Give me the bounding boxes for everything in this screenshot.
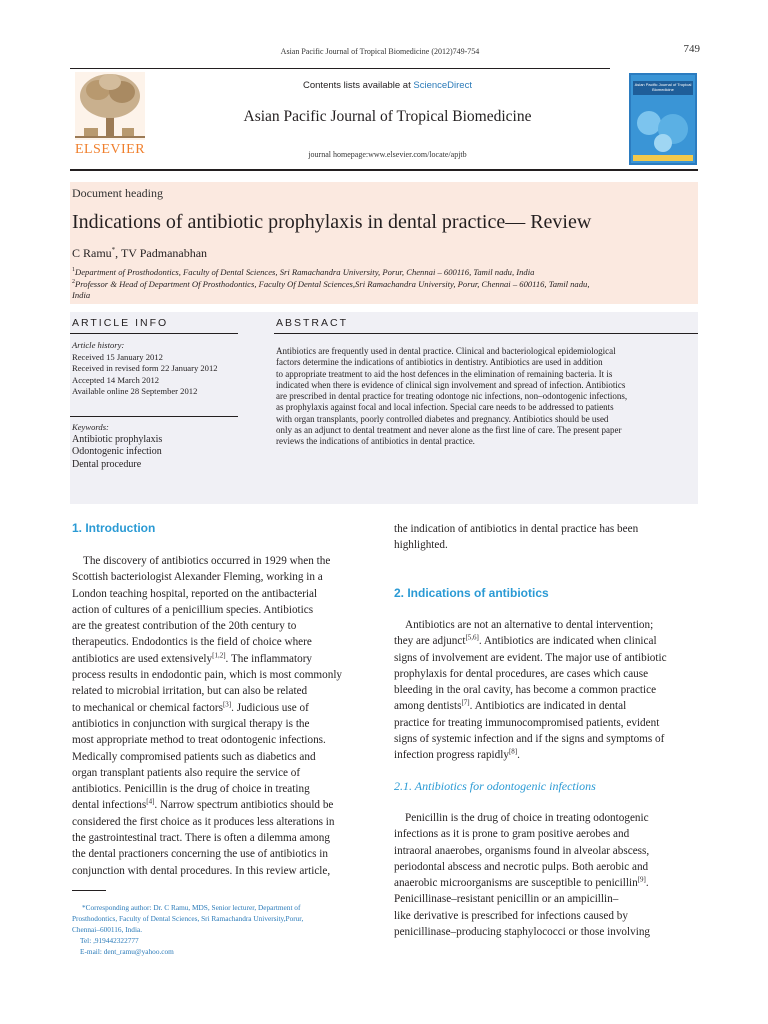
- affiliation-2-number: 2: [72, 279, 75, 285]
- keyword-item: Dental procedure: [72, 458, 142, 470]
- affiliation-2: [72, 277, 698, 301]
- abstract-line: reviews the indications of antibiotics in dental practice.: [276, 436, 475, 447]
- article-info-rule: [70, 333, 238, 334]
- body-line: infections as it is prone to gram positive aerobes and: [394, 828, 630, 841]
- body-line: [394, 698, 697, 714]
- history-label: Article history:: [72, 340, 125, 350]
- body-text: dental infections: [72, 799, 147, 812]
- footnote-line: Tel: ,919442322777: [80, 936, 139, 945]
- section-2-heading: 2. Indications of antibiotics: [394, 586, 549, 600]
- history-accepted: Accepted 14 March 2012: [72, 374, 160, 385]
- section-2-body: [394, 617, 697, 764]
- body-line: prophylaxis for dental procedures, are cases which cause: [394, 667, 649, 680]
- author-padmanabhan: , TV Padmanabhan: [115, 246, 208, 260]
- body-line: Antibiotics are not an alternative to dental intervention;: [405, 619, 654, 631]
- body-line: related to microbial irritation, but can also be related: [72, 685, 308, 698]
- body-line: [394, 747, 697, 763]
- body-line: signs of systemic infection and if the signs and symptoms of: [394, 733, 665, 746]
- body-line: [72, 651, 360, 667]
- body-line: are the greatest contribution of the 20th century to: [72, 620, 297, 633]
- elsevier-logo: [70, 70, 150, 160]
- corresponding-author-footnote: [72, 902, 360, 957]
- introduction-continued: [394, 521, 697, 554]
- journal-homepage[interactable]: journal homepage:www.elsevier.com/locate/apjtb: [308, 150, 467, 159]
- affiliation-2-text: Professor & Head of Department Of Prosthodontics, Faculty Of Dental Sciences,Sri Ramachandra University, Porur, Chennai – 600116, Tamil nadu,: [75, 278, 590, 289]
- keyword-item: Odontogenic infection: [72, 446, 162, 457]
- body-line: [394, 633, 697, 649]
- body-line: Scottish bacteriologist Alexander Fleming, working in a: [72, 571, 323, 584]
- abstract-line: factors determine the indications of antibiotics in dentistry. Antibiotics are used in addition: [276, 357, 603, 368]
- body-line: the dental practioners concerning the use of antibiotics in: [72, 848, 328, 861]
- section-2-1-heading: 2.1. Antibiotics for odontogenic infections: [394, 779, 596, 793]
- keywords-label: Keywords:: [72, 422, 109, 432]
- citation[interactable]: [7]: [461, 698, 470, 707]
- body-line: process results in endodontic pain, which is most commonly: [72, 669, 343, 682]
- body-line: action of cultures of a penicillium species. Antibiotics: [72, 603, 314, 616]
- keywords-rule: [70, 416, 238, 417]
- section-1-heading: 1. Introduction: [72, 521, 156, 535]
- body-line: therapeutics. Endodontics is the field of choice where: [72, 636, 312, 649]
- section-2-1-body: [394, 810, 697, 940]
- body-line: antibiotics. Penicillin is the drug of choice in treating: [72, 783, 310, 796]
- author-list: [72, 246, 207, 261]
- corresponding-mark: *: [111, 246, 116, 254]
- body-line: practice for treating immunocompromised patients, evident: [394, 716, 660, 729]
- abstract-line: are prescribed in dental practice for treating odontoge nic infections, non–odontogenic infections,: [276, 391, 628, 402]
- body-line: like derivative is prescribed for infections caused by: [394, 909, 628, 922]
- body-line: conjunction with dental procedures. In this review article,: [72, 864, 331, 877]
- body-text: .: [645, 877, 649, 890]
- body-text: to mechanical or chemical factors: [72, 701, 223, 714]
- citation[interactable]: [8]: [508, 747, 518, 756]
- footnote-line: *Corresponding author: Dr. C Ramu, MDS, Senior lecturer, Department of: [82, 903, 301, 912]
- body-line: Medically compromised patients such as diabetics and: [72, 750, 316, 763]
- body-line: [72, 797, 360, 813]
- body-line: [72, 700, 360, 716]
- body-text: infection progress rapidly: [394, 749, 509, 762]
- contents-prefix: Contents lists available at: [303, 80, 414, 91]
- abstract-line: to appropriate treatment to aid the host defences in the elimination of remaining bacteria. It is: [276, 368, 613, 379]
- affiliation-1-number: 1: [72, 267, 75, 273]
- running-head: Asian Pacific Journal of Tropical Biomedicine (2012)749-754: [280, 47, 480, 56]
- body-line: organ transplant patients also require the service of: [72, 766, 301, 779]
- author-ramu: C Ramu: [72, 246, 112, 260]
- document-heading: Document heading: [72, 186, 163, 200]
- body-line: bleeding in the oral cavity, has become a common practice: [394, 684, 657, 697]
- citation[interactable]: [1,2]: [212, 651, 226, 660]
- body-text: .: [517, 749, 520, 762]
- cover-title: Asian Pacific Journal of Tropical Biomedicine: [634, 82, 692, 92]
- body-line: Penicillin is the drug of choice in treating odontogenic: [405, 812, 649, 824]
- citation[interactable]: [4]: [146, 797, 155, 806]
- abstract-line: indicated when there is evidence of clinical sign involvement and spread of infection. Antibiotics: [276, 379, 626, 390]
- keywords: [72, 421, 162, 471]
- keyword-item: Antibiotic prophylaxis: [72, 433, 163, 445]
- body-text: . Antibiotics are indicated in dental: [469, 700, 627, 713]
- citation[interactable]: [5,6]: [465, 633, 479, 642]
- body-text: . Narrow spectrum antibiotics should be: [154, 799, 334, 812]
- body-line: considered the first choice as it produces less alterations in: [72, 815, 335, 828]
- body-line: antibiotics in conjunction with surgical therapy is the: [72, 717, 310, 730]
- citation[interactable]: [9]: [637, 875, 646, 884]
- affiliation-1: [72, 265, 698, 278]
- page-number: 749: [683, 43, 700, 55]
- footnote-line: Chennai–600116, India.: [72, 925, 143, 934]
- article-info-heading: ARTICLE INFO: [72, 317, 169, 329]
- article-title: Indications of antibiotic prophylaxis in dental practice— Review: [72, 211, 592, 233]
- abstract-line: as prophylaxis against focal and local infection. Special care needs to be addressed to patients: [276, 402, 614, 413]
- body-text: . Antibiotics are indicated when clinical: [478, 635, 657, 648]
- history-revised: Received in revised form 22 January 2012: [72, 363, 218, 373]
- sciencedirect-link[interactable]: ScienceDirect: [413, 80, 472, 91]
- body-line: Penicillinase–resistant penicillin or an ampicillin–: [394, 893, 619, 906]
- elsevier-wordmark: ELSEVIER: [74, 142, 146, 157]
- abstract-line: with organ transplants, poorly controlled diabetes and pregnancy. Antibiotics should be used: [276, 413, 609, 424]
- footnote-email[interactable]: E-mail: dent_ramu@yahoo.com: [80, 947, 174, 956]
- introduction-body: [72, 553, 360, 879]
- body-text: among dentists: [394, 700, 462, 713]
- affiliation-2-country: India: [72, 289, 91, 300]
- journal-title: Asian Pacific Journal of Tropical Biomedicine: [243, 108, 532, 125]
- body-line: intraoral anaerobes, organisms found in alveolar abscess,: [394, 844, 650, 857]
- affiliation-1-text: Department of Prosthodontics, Faculty of Dental Sciences, Sri Ramachandra University, Porur, Chennai – 600116, Tamil nadu, India: [75, 266, 535, 277]
- journal-cover-image: [629, 73, 697, 165]
- footnote-line: Prosthodontics, Faculty of Dental Sciences, Sri Ramachandra University,Porur,: [72, 914, 304, 923]
- abstract-line: Antibiotics are frequently used in dental practice. Clinical and bacteriological epidemiological: [276, 346, 616, 356]
- abstract-line: only as an adjunct to dental treatment and never alone as the first line of care. The present paper: [276, 425, 622, 436]
- body-text: they are adjunct: [394, 635, 466, 648]
- citation[interactable]: [3]: [222, 699, 232, 708]
- abstract-text: [276, 346, 697, 448]
- body-line: the gastrointestinal tract. There is often a dilemma among: [72, 832, 330, 845]
- header-bottom-rule: [70, 169, 698, 171]
- history-received: Received 15 January 2012: [72, 351, 163, 362]
- body-text: antibiotics are used extensively: [72, 652, 213, 665]
- body-line: the indication of antibiotics in dental practice has been: [394, 523, 639, 535]
- footnote-rule: [72, 890, 106, 891]
- body-line: signs of involvement are evident. The major use of antibiotic: [394, 651, 667, 664]
- body-line: penicillinase–producing staphylococci or those involving: [394, 926, 651, 939]
- abstract-rule: [274, 333, 698, 334]
- abstract-heading: ABSTRACT: [276, 317, 349, 329]
- header-top-rule: [70, 68, 610, 69]
- body-text: . Judicious use of: [231, 701, 309, 714]
- body-line: most appropriate method to treat odontogenic infections.: [72, 734, 326, 747]
- body-line: periodontal abscess and necrotic pulps. Both aerobic and: [394, 860, 649, 873]
- body-line: [394, 875, 697, 891]
- body-text: anaerobic microorganisms are susceptible to penicillin: [394, 877, 638, 890]
- body-line: highlighted.: [394, 539, 448, 552]
- contents-line: [160, 80, 615, 91]
- body-text: . The inflammatory: [225, 652, 313, 665]
- article-history: [72, 340, 218, 398]
- body-line: London teaching hospital, reported on the antibacterial: [72, 587, 318, 600]
- history-online: Available online 28 September 2012: [72, 386, 198, 396]
- body-line: The discovery of antibiotics occurred in 1929 when the: [83, 555, 331, 567]
